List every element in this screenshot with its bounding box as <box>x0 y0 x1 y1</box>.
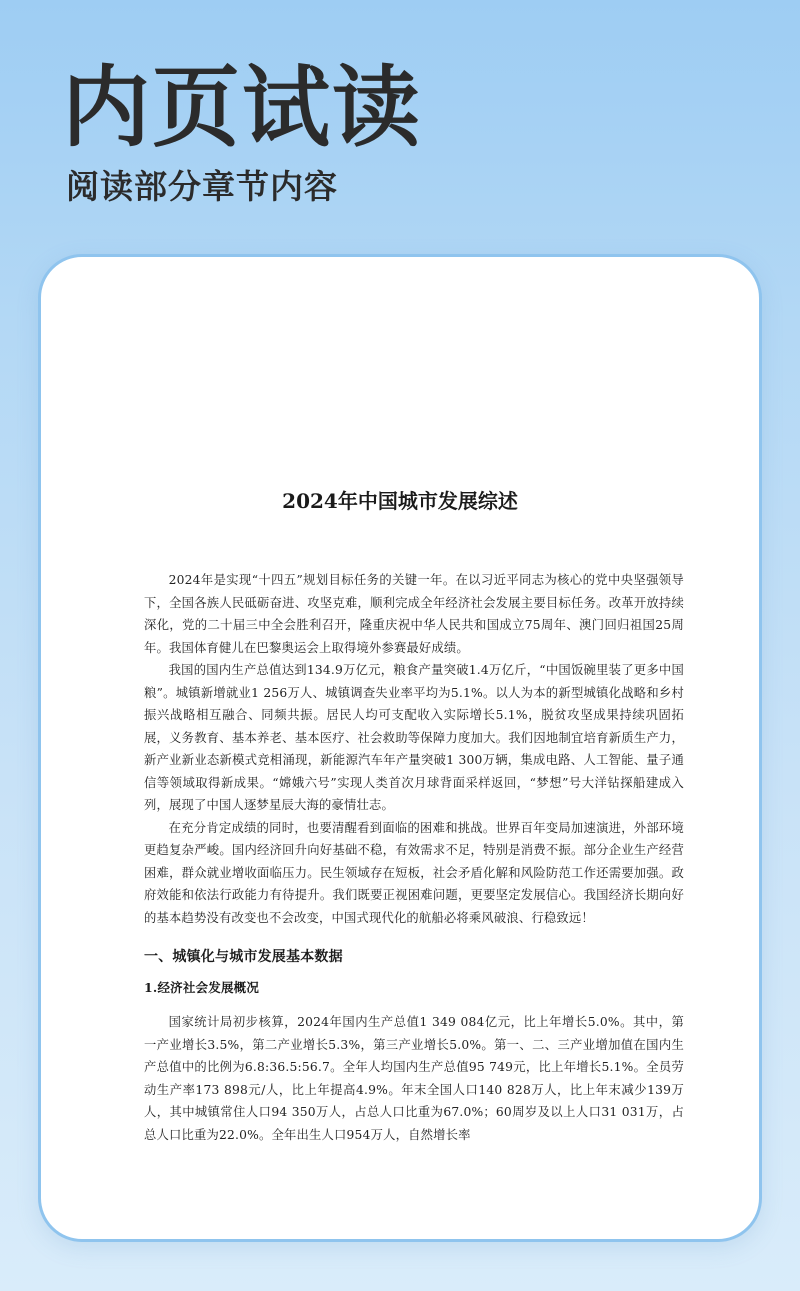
body-paragraph: 国家统计局初步核算，2024年国内生产总值1 349 084亿元，比上年增长5.0%。其中，第一产业增长3.5%，第二产业增长5.3%，第三产业增长5.0%。第一、二、三产业增加值在国内生产总值中的比例为6.8:36.5:56.7。全年人均国内生产总值95 749元，比上年增长5.1%。全员劳动生产率173 898元/人，比上年提高4.9%。年末全国人口140 828万人，比上年末减少139万人，其中城镇常住人口94 350万人，占总人口比重为67.0%；60周岁及以上人口31 031万，占总人口比重为22.0%。全年出生人口954万人，自然增长率 <box>144 1015 684 1142</box>
document-card <box>38 254 762 1242</box>
body-paragraph: 2024年是实现“十四五”规划目标任务的关键一年。在以习近平同志为核心的党中央坚强领导下，全国各族人民砥砺奋进、攻坚克难，顺利完成全年经济社会发展主要目标任务。改革开放持续深化，党的二十届三中全会胜利召开，隆重庆祝中华人民共和国成立75周年、澳门回归祖国25周年。我国体育健儿在巴黎奥运会上取得境外参赛最好成绩。 <box>144 573 684 655</box>
page-subtitle: 阅读部分章节内容 <box>66 167 338 206</box>
page-title: 内页试读 <box>62 56 423 159</box>
section-heading: 一、城镇化与城市发展基本数据 <box>144 949 343 965</box>
document-body <box>144 569 684 1146</box>
document-title: 2024年中国城市发展综述 <box>282 489 518 513</box>
body-paragraph: 我国的国内生产总值达到134.9万亿元，粮食产量突破1.4万亿斤，“中国饭碗里装了更多中国粮”。城镇新增就业1 256万人、城镇调查失业率平均为5.1%。以人为本的新型城镇化战略和乡村振兴战略相互融合、同频共振。居民人均可支配收入实际增长5.1%，脱贫攻坚成果持续巩固拓展，义务教育、基本养老、基本医疗、社会救助等保障力度加大。我们因地制宜培育新质生产力，新产业新业态新模式竞相涌现，新能源汽车年产量突破1 300万辆，集成电路、人工智能、量子通信等领域取得新成果。“嫦娥六号”实现人类首次月球背面采样返回，“梦想”号大洋钻探船建成入列，展现了中国人逐梦星辰大海的豪情壮志。 <box>144 663 684 812</box>
subsection-heading: 1.经济社会发展概况 <box>144 980 260 995</box>
body-paragraph: 在充分肯定成绩的同时，也要清醒看到面临的困难和挑战。世界百年变局加速演进，外部环境更趋复杂严峻。国内经济回升向好基础不稳，有效需求不足，特别是消费不振。部分企业生产经营困难，群众就业增收面临压力。民生领域存在短板，社会矛盾化解和风险防范工作还需要加强。政府效能和依法行政能力有待提升。我们既要正视困难问题，更要坚定发展信心。我国经济长期向好的基本趋势没有改变也不会改变，中国式现代化的航船必将乘风破浪、行稳致远！ <box>144 820 684 925</box>
